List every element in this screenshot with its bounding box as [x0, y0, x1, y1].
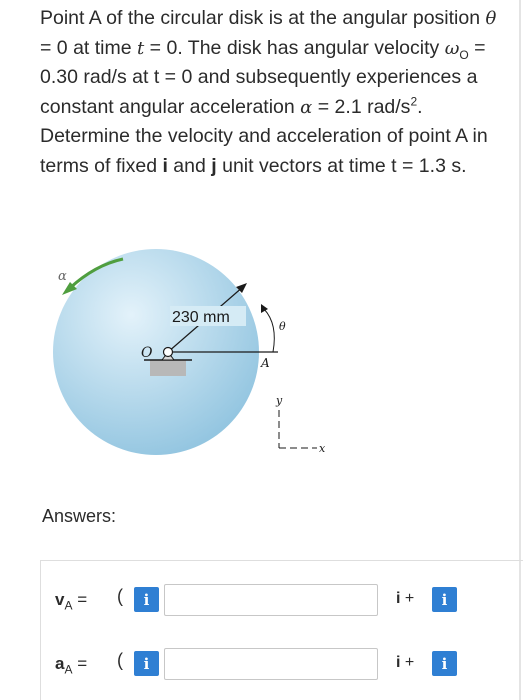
- acceleration-equals: =: [77, 654, 88, 673]
- velocity-y-info-button[interactable]: i: [432, 587, 457, 612]
- velocity-equals: =: [77, 590, 88, 609]
- x-axis-label: x: [319, 442, 326, 455]
- velocity-x-info-button[interactable]: i: [134, 587, 159, 612]
- answers-label: Answers:: [42, 506, 117, 526]
- alpha-symbol: α: [300, 96, 313, 118]
- acceleration-label: [55, 654, 88, 677]
- theta-arrowhead-icon: [261, 304, 268, 313]
- theta-arc: [264, 309, 274, 352]
- acceleration-x-input[interactable]: [164, 648, 378, 680]
- acceleration-x-info-button[interactable]: i: [134, 651, 159, 676]
- velocity-variable: v: [55, 590, 65, 609]
- acceleration-variable: a: [55, 654, 65, 673]
- bearing-mount: [150, 360, 186, 376]
- acceleration-subscript: A: [64, 662, 73, 677]
- theta-symbol: θ: [485, 8, 497, 29]
- problem-text-3: = 0. The disk has angular velocity: [144, 36, 445, 59]
- acceleration-i-unit: [396, 654, 414, 672]
- j-unit-vector: j: [211, 154, 217, 177]
- problem-text-4: = 0.30 rad/s at t = 0 and subsequently experiences a constant angular acceleration: [40, 36, 486, 118]
- velocity-subscript: A: [64, 598, 73, 613]
- problem-text-7: and: [167, 154, 212, 177]
- problem-text-6: . Determine the velocity and acceleration of point A in terms of fixed: [40, 95, 488, 177]
- center-label: O: [141, 345, 153, 361]
- acceleration-y-info-button[interactable]: i: [432, 651, 457, 676]
- point-a-label: A: [261, 356, 270, 370]
- theta-label: θ: [279, 320, 286, 333]
- velocity-open-paren: (: [117, 586, 123, 606]
- velocity-plus: +: [404, 590, 415, 607]
- disk-figure: [40, 240, 370, 480]
- problem-text-5: = 2.1 rad/s: [312, 95, 411, 118]
- i-unit-vector: i: [162, 154, 168, 177]
- acceleration-plus: +: [404, 654, 415, 671]
- acceleration-open-paren: (: [117, 650, 123, 670]
- velocity-i-vector: i: [396, 590, 401, 607]
- omega-subscript: O: [459, 47, 469, 62]
- velocity-x-input[interactable]: [164, 584, 378, 616]
- problem-text-2: = 0 at time: [40, 36, 138, 59]
- problem-text-8: unit vectors at time t = 1.3 s.: [216, 154, 467, 177]
- squared-superscript: 2: [410, 94, 418, 109]
- alpha-label: α: [58, 269, 67, 284]
- velocity-label: [55, 590, 88, 613]
- problem-statement: [40, 4, 500, 182]
- center-pin: [164, 348, 173, 357]
- problem-text-1: Point A of the circular disk is at the angular position: [40, 7, 486, 29]
- acceleration-i-vector: i: [396, 654, 401, 671]
- y-axis-label: y: [276, 394, 283, 407]
- radius-label: 230 mm: [172, 309, 230, 326]
- t-symbol: t: [137, 37, 145, 59]
- omega-symbol: ω: [444, 37, 460, 59]
- velocity-i-unit: [396, 590, 414, 608]
